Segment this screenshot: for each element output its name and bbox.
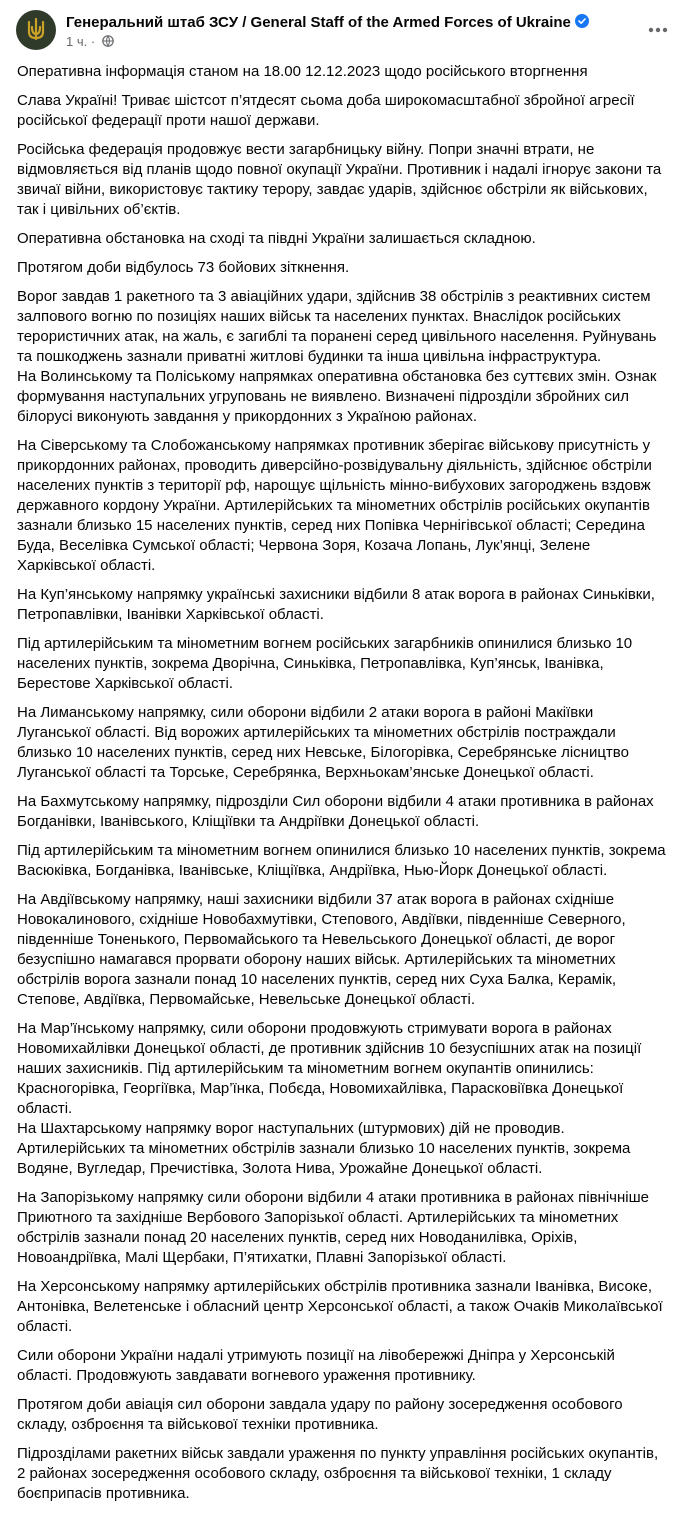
paragraph-line: На Херсонському напрямку артилерійських обстрілів противника зазнали Іванівка, Високе, Антонівка, Велетенське і обласний центр Херсонської області, а також Очаків Миколаївської області. [17, 1278, 663, 1335]
post-paragraph [17, 792, 667, 832]
post-paragraph [17, 841, 667, 881]
paragraph-line: Під артилерійським та мінометним вогнем російських загарбників опинилися близько 10 населених пунктів, зокрема Дворічна, Синьківка, Петропавлівка, Куп’янськ, Іванівка, Берестове Харківської області. [17, 635, 633, 692]
paragraph-line: Під артилерійським та мінометним вогнем опинилися близько 10 населених пунктів, зокрема Васюківка, Богданівка, Іванівське, Кліщіївка, Андріївка, Нью-Йорк Донецької області. [17, 842, 666, 879]
paragraph-line: Російська федерація продовжує вести загарбницьку війну. Попри значні втрати, не відмовляється від планів щодо повної окупації України. Противник і надалі ігнорує закони та звичаї війни, використовує тактику терору, завдає ударів, здійснює обстріли як військових, так і цивільних об’єктів. [17, 141, 662, 218]
post-paragraph [17, 140, 667, 220]
post-header [16, 10, 676, 58]
post-paragraph [17, 229, 667, 249]
paragraph-line: Оперативна обстановка на сході та півдні України залишається складною. [17, 230, 536, 247]
post-paragraph [17, 1395, 667, 1435]
meta-separator: · [90, 34, 96, 49]
post-paragraph [17, 91, 667, 131]
post-paragraph [17, 258, 667, 278]
paragraph-line: На Запорізькому напрямку сили оборони відбили 4 атаки противника в районах північніше Приютного та західніше Вербового Запорізької області. Артилерійських та мінометних обстрілів зазнали понад 20 населених пунктів, серед них Новоданилівка, Оріхів, Новоандріївка, Малі Щербаки, П’ятихатки, Плавні Запорізької області. [17, 1189, 649, 1266]
paragraph-line: Протягом доби авіація сил оборони завдала удару по району зосередження особового складу, озброєння та військової техніки противника. [17, 1396, 623, 1433]
post-paragraph [17, 287, 667, 427]
post-time[interactable]: 1 ч. [66, 34, 88, 49]
post-paragraph [17, 436, 667, 576]
paragraph-line: На Волинському та Поліському напрямках оперативна обстановка без суттєвих змін. Ознак формування наступальних угруповань не виявлено. Визначені підрозділи збройних сил білорусі виконують завдання у прикордонних з Україною районах. [17, 368, 657, 425]
post-paragraph [17, 703, 667, 783]
author-name-text[interactable]: Генеральний штаб ЗСУ / General Staff of the Armed Forces of Ukraine [66, 14, 571, 31]
verified-badge-icon [575, 14, 589, 28]
post-paragraph [17, 1444, 667, 1504]
paragraph-line: На Бахмутському напрямку, підрозділи Сил оборони відбили 4 атаки противника в районах Богданівки, Іванівського, Кліщіївки та Андріївки Донецької області. [17, 793, 654, 830]
post-meta [66, 34, 114, 49]
more-options-button[interactable] [640, 12, 676, 48]
ellipsis-icon [648, 27, 668, 33]
post-paragraph [17, 585, 667, 625]
paragraph-line: На Мар’їнському напрямку, сили оборони продовжують стримувати ворога в районах Новомихайлівки Донецької області, де противник здійснив 10 безуспішних атак на позиції наших захисників. Під артилерійським та мінометним вогнем окупантів опинились: Красногорівка, Георгіївка, Мар’їнка, Побєда, Новомихайлівка, Парасковіївка Донецької області. [17, 1020, 642, 1117]
post-paragraph [17, 62, 667, 82]
post-paragraph [17, 1188, 667, 1268]
paragraph-line: На Авдіївському напрямку, наші захисники відбили 37 атак ворога в районах східніше Новокалинового, східніше Новобахмутівки, Степового, Авдіївки, південніше Северного, південніше Тоненького, Первомайського та Невельського Донецької області, де ворог безуспішно намагався прорвати оборону наших військ. Артилерійських та мінометних обстрілів ворога зазнали понад 10 населених пунктів, серед них Суха Балка, Керамік, Степове, Авдіївка, Первомайське, Невельське Донецької області. [17, 891, 626, 1008]
paragraph-line: Ворог завдав 1 ракетного та 3 авіаційних удари, здійснив 38 обстрілів з реактивних систем залпового вогню по позиціях наших військ та населених пунктах. Внаслідок російських терористичних атак, на жаль, є загиблі та поранені серед цивільного населення. Руйнувань та пошкоджень зазнали приватні житлові будинки та інша цивільна інфраструктура. [17, 288, 657, 365]
avatar[interactable] [16, 10, 56, 50]
paragraph-line: Підрозділами ракетних військ завдали ураження по пункту управління російських окупантів, 2 районах зосередження особового складу, озброєння та військової техніки, 1 складу боєприпасів противника. [17, 1445, 659, 1502]
author-name[interactable] [66, 14, 589, 31]
paragraph-line: Слава Україні! Триває шістсот п’ятдесят сьома доба широкомасштабної збройної агресії російської федерації проти нашої держави. [17, 92, 635, 129]
post-paragraph [17, 1277, 667, 1337]
trident-logo-icon [23, 17, 49, 43]
paragraph-line: Оперативна інформація станом на 18.00 12.12.2023 щодо російського вторгнення [17, 63, 588, 80]
paragraph-line: На Сіверському та Слобожанському напрямках противник зберігає військову присутність у прикордонних районах, проводить диверсійно-розвідувальну діяльність, здійснює обстріли населених пунктів з території рф, нарощує щільність мінно-вибухових загороджень вздовж державного кордону України. Артилерійських та мінометних обстрілів російських окупантів зазнали близько 15 населених пунктів, серед них Попівка Чернігівської області; Середина Буда, Веселівка Сумської області; Червона Зоря, Козача Лопань, Лук’янці, Зелене Харківської області. [17, 437, 652, 574]
post-paragraph [17, 1019, 667, 1179]
post-text [17, 62, 667, 1513]
post-paragraph [17, 634, 667, 694]
post-paragraph [17, 890, 667, 1010]
globe-icon[interactable] [102, 35, 114, 47]
post-paragraph [17, 1346, 667, 1386]
paragraph-line: На Шахтарському напрямку ворог наступальних (штурмових) дій не проводив. Артилерійських та мінометних обстрілів зазнали близько 10 населених пунктів, зокрема Водяне, Вугледар, Пречистівка, Золота Нива, Урожайне Донецької області. [17, 1120, 631, 1177]
paragraph-line: На Лиманському напрямку, сили оборони відбили 2 атаки ворога в районі Макіївки Луганської області. Від ворожих артилерійських та мінометних обстрілів постраждали близько 10 населених пунктів, серед них Невське, Білогорівка, Серебрянське лісництво Луганської області та Торське, Серебрянка, Верхньокам’янське Донецької області. [17, 704, 629, 781]
paragraph-line: Сили оборони України надалі утримують позиції на лівобережжі Дніпра у Херсонській області. Продовжують завдавати вогневого ураження противнику. [17, 1347, 615, 1384]
paragraph-line: На Куп’янському напрямку українські захисники відбили 8 атак ворога в районах Синьківки, Петропавлівки, Іванівки Харківської області. [17, 586, 655, 623]
paragraph-line: Протягом доби відбулось 73 бойових зіткнення. [17, 259, 350, 276]
